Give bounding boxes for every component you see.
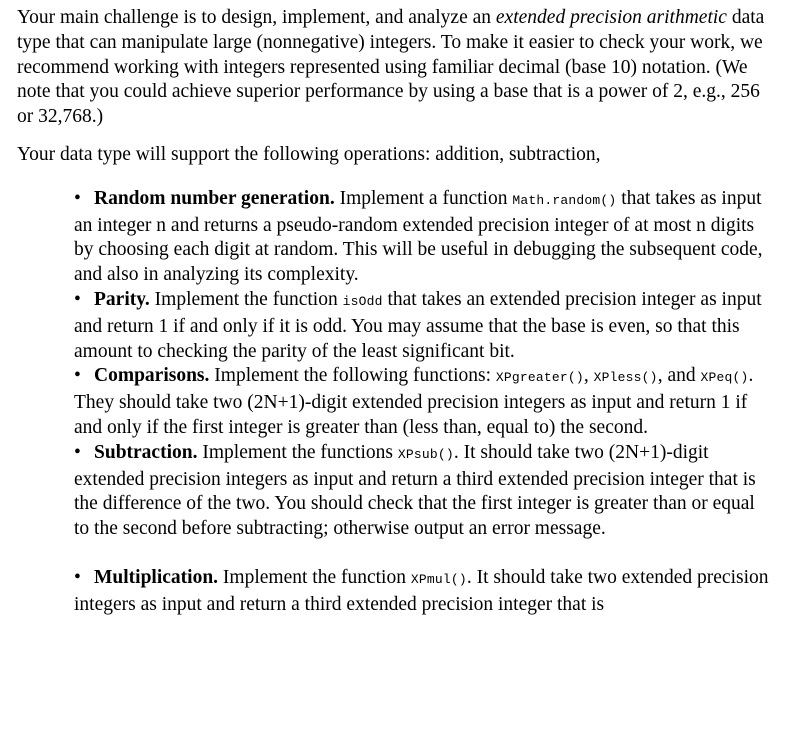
item-title: Random number generation. <box>94 187 335 209</box>
intro-italic-term: extended precision arithmetic <box>495 7 727 28</box>
item-text: Implement the following functions: <box>209 365 496 387</box>
list-item-parity <box>74 288 774 364</box>
list-item-comparisons <box>74 364 774 440</box>
intro-text-end: data type that can manipulate large (nonnegative) integers. To make it easier to check your work, we recommend working with integers represented using familiar decimal (base 10) notation. (We note that you could achieve superior performance by using a base that is a power of 2, e.g., 256 or 32,768.) <box>17 7 765 128</box>
item-text: that takes as input an integer n and returns a pseudo-random extended precision integer of at most n digits by choosing each digit at random. This will be useful in debugging the subsequent code, and also in analyzing its complexity. <box>74 187 763 286</box>
item-text: Implement the functions <box>197 441 398 463</box>
bullet-icon: • <box>74 288 81 310</box>
item-title: Comparisons. <box>94 365 210 387</box>
operations-list <box>74 187 774 618</box>
list-item-multiplication <box>74 566 774 618</box>
item-text: . It should take two extended precision integers as input and return a third extended precision integer that is <box>74 566 769 615</box>
item-text: . They should take two (2N+1)-digit extended precision integers as input and return 1 if and only if the first integer is greater than (less than, equal to) the second. <box>74 365 754 438</box>
code-identifier: Math.random() <box>512 192 617 208</box>
item-title: Multiplication. <box>94 566 219 588</box>
item-text: Implement a function <box>334 187 513 209</box>
item-text: , and <box>657 365 701 387</box>
code-identifier: XPgreater() <box>495 370 584 386</box>
intro-text-start: Your main challenge is to design, implement, and analyze an <box>17 7 496 28</box>
document-page <box>17 6 777 618</box>
bullet-icon: • <box>74 187 81 209</box>
intro-paragraph <box>17 6 777 130</box>
code-identifier: XPsub() <box>397 446 454 462</box>
list-item-subtraction <box>74 441 774 542</box>
bullet-icon: • <box>74 365 81 387</box>
operations-paragraph: Your data type will support the following operations: addition, subtraction, <box>17 143 601 165</box>
item-title: Subtraction. <box>94 441 198 463</box>
item-title: Parity. <box>94 288 150 310</box>
bullet-icon: • <box>74 441 81 463</box>
item-text: . It should take two (2N+1)-digit extended precision integers as input and return a third extended precision integer that is the difference of the two. You should check that the first integer is greater than or equal to the second before subtracting; otherwise output an error message. <box>74 441 756 540</box>
item-text: , <box>583 365 594 387</box>
list-item-random <box>74 187 774 288</box>
code-identifier: XPeq() <box>700 370 749 386</box>
code-identifier: XPmul() <box>410 571 467 587</box>
code-identifier: XPless() <box>593 370 658 386</box>
item-text: Implement the function <box>218 566 411 588</box>
code-identifier: isOdd <box>342 293 383 309</box>
bullet-icon: • <box>74 566 81 588</box>
item-text: that takes an extended precision integer as input and return 1 if and only if it is odd. You may assume that the base is even, so that this amount to checking the parity of the least significant bit. <box>74 288 762 362</box>
item-text: Implement the function <box>149 288 343 310</box>
